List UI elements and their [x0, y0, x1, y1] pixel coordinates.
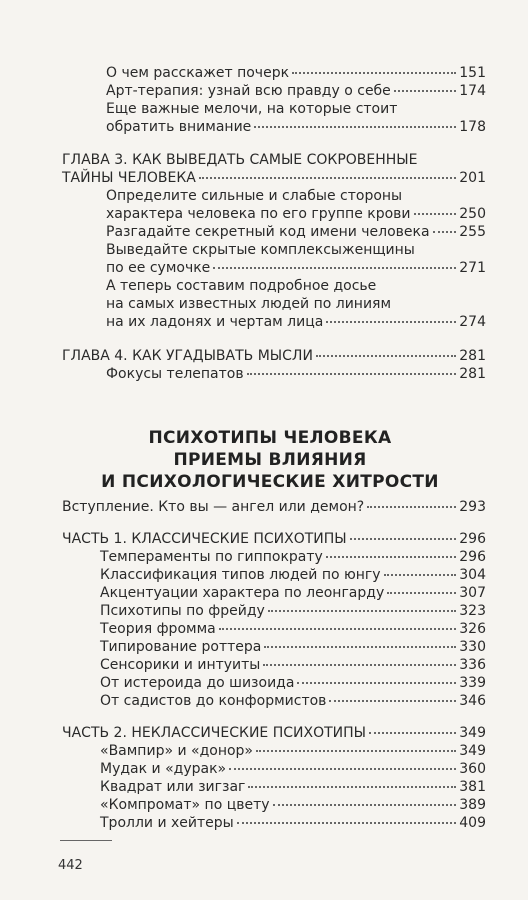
entry-title: Типирование роттера [100, 639, 262, 655]
entry-page: 281 [459, 366, 486, 382]
entry-title: От садистов до конформистов [100, 693, 327, 709]
leader-dots [414, 202, 457, 215]
toc-entry [106, 313, 486, 331]
leader-dots [248, 775, 456, 788]
entry-title: на их ладонях и чертам лица [106, 314, 324, 330]
entry-page: 326 [459, 621, 486, 637]
entry-page: 339 [459, 675, 486, 691]
leader-dots [213, 256, 456, 269]
leader-dots [329, 689, 456, 702]
entry-title: Теория фромма [100, 621, 216, 637]
part-title: ЧАСТЬ 2. НЕКЛАССИЧЕСКИЕ ПСИХОТИПЫ [62, 725, 367, 741]
leader-dots [292, 61, 456, 74]
footer-rule [60, 840, 112, 841]
entry-title: Выведайте скрытые комплексыженщины [106, 242, 415, 258]
leader-dots [326, 310, 456, 323]
leader-dots [394, 79, 456, 92]
toc-entry [62, 498, 486, 516]
part-page: 296 [459, 531, 486, 547]
page-number: 442 [58, 858, 83, 873]
entry-title: «Компромат» по цвету [100, 797, 270, 813]
entry-page: 323 [459, 603, 486, 619]
toc-entry [100, 692, 486, 710]
leader-dots [367, 495, 456, 508]
entry-page: 174 [459, 83, 486, 99]
entry-title: Акцентуации характера по леонгарду [100, 585, 385, 601]
entry-title: Вступление. Кто вы — ангел или демон? [62, 499, 365, 515]
leader-dots [268, 599, 456, 612]
chapter-title: ГЛАВА 4. КАК УГАДЫВАТЬ МЫСЛИ [62, 348, 313, 364]
entry-title: Мудак и «дурак» [100, 761, 227, 777]
entry-title: Классификация типов людей по юнгу [100, 567, 381, 583]
entry-title: О чем расскажет почерк [106, 65, 290, 81]
entry-page: 255 [459, 224, 486, 240]
toc-entry [106, 365, 486, 383]
entry-title: Еще важные мелочи, на которые стоит [106, 101, 398, 117]
chapter-entry [62, 169, 486, 187]
entry-title: Квадрат или зигзаг [100, 779, 246, 795]
leader-dots [263, 653, 456, 666]
toc-entry [106, 259, 486, 277]
leader-dots [350, 527, 457, 540]
entry-title: А теперь составим подробное досье [106, 278, 377, 294]
entry-page: 381 [459, 779, 486, 795]
entry-page: 389 [459, 797, 486, 813]
entry-title: Разгадайте секретный код имени человека [106, 224, 430, 240]
leader-dots [297, 671, 456, 684]
entry-page: 349 [459, 743, 486, 759]
entry-page: 250 [459, 206, 486, 222]
chapter-page: 201 [459, 170, 486, 186]
entry-title: обратить внимание [106, 119, 252, 135]
toc-entry [106, 82, 486, 100]
entry-page: 151 [459, 65, 486, 81]
entry-page: 330 [459, 639, 486, 655]
toc-entry [106, 205, 486, 223]
entry-page: 346 [459, 693, 486, 709]
leader-dots [316, 344, 456, 357]
leader-dots [384, 563, 457, 576]
leader-dots [387, 581, 456, 594]
leader-dots [326, 545, 456, 558]
chapter-title: ТАЙНЫ ЧЕЛОВЕКА [62, 170, 196, 186]
entry-page: 307 [459, 585, 486, 601]
entry-page: 296 [459, 549, 486, 565]
entry-title: характера человека по его группе крови [106, 206, 411, 222]
entry-title: Темпераменты по гиппократу [100, 549, 323, 565]
entry-page: 293 [459, 499, 486, 515]
chapter-page: 281 [459, 348, 486, 364]
part-page: 349 [459, 725, 486, 741]
entry-title: «Вампир» и «донор» [100, 743, 253, 759]
toc-entry [106, 223, 486, 241]
entry-page: 409 [459, 815, 486, 831]
entry-page: 271 [459, 260, 486, 276]
leader-dots [264, 635, 456, 648]
entry-page: 336 [459, 657, 486, 673]
entry-title: на самых известных людей по линиям [106, 296, 392, 312]
leader-dots [254, 115, 456, 128]
leader-dots [273, 793, 457, 806]
entry-title: Сенсорики и интуиты [100, 657, 261, 673]
part-title: ЧАСТЬ 1. КЛАССИЧЕСКИЕ ПСИХОТИПЫ [62, 531, 347, 547]
leader-dots [219, 617, 457, 630]
leader-dots [247, 362, 457, 375]
chapter-title: ГЛАВА 3. КАК ВЫВЕДАТЬ САМЫЕ СОКРОВЕННЫЕ [62, 152, 418, 168]
leader-dots [237, 811, 457, 824]
entry-title: по ее сумочке [106, 260, 211, 276]
leader-dots [256, 739, 456, 752]
entry-title: Психотипы по фрейду [100, 603, 265, 619]
entry-title: Фокусы телепатов [106, 366, 244, 382]
toc-entry [100, 814, 486, 832]
entry-page: 360 [459, 761, 486, 777]
leader-dots [199, 166, 456, 179]
section-title: ПРИЕМЫ ВЛИЯНИЯ [173, 450, 367, 470]
toc-entry [106, 118, 486, 136]
entry-title: Арт-терапия: узнай всю правду о себе [106, 83, 391, 99]
entry-title: Тролли и хейтеры [100, 815, 234, 831]
section-title: ПСИХОТИПЫ ЧЕЛОВЕКА [148, 428, 392, 448]
section-title: И ПСИХОЛОГИЧЕСКИЕ ХИТРОСТИ [101, 472, 439, 492]
entry-page: 304 [459, 567, 486, 583]
entry-title: От истероида до шизоида [100, 675, 295, 691]
entry-page: 178 [459, 119, 486, 135]
leader-dots [433, 220, 457, 233]
entry-title: Определите сильные и слабые стороны [106, 188, 403, 204]
leader-dots [369, 721, 456, 734]
entry-page: 274 [459, 314, 486, 330]
leader-dots [229, 757, 456, 770]
